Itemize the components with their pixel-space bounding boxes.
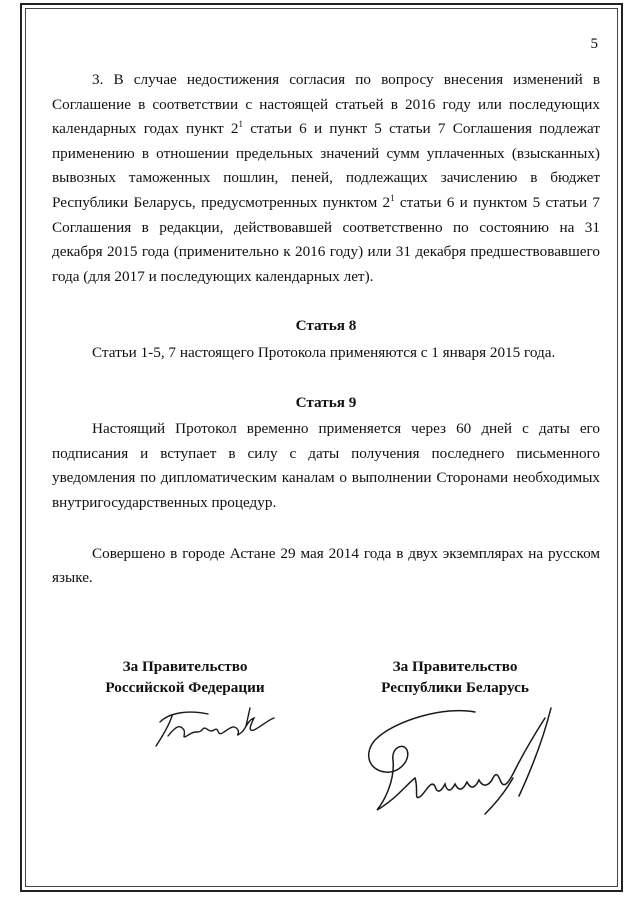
superscript-1: 1 — [238, 119, 244, 130]
signatory-belarus-line1: За Правительство — [392, 658, 518, 675]
signature-russia — [150, 700, 280, 755]
signatory-russia-line2: Российской Федерации — [105, 679, 265, 696]
signature-belarus — [355, 700, 565, 820]
closing-paragraph: Совершено в городе Астане 29 мая 2014 года в двух экземплярах на русском языке. — [52, 544, 600, 587]
article-9-text: Настоящий Протокол временно применяется через 60 дней с даты его подписания и вступает в силу с даты получения последнего письменного уведомления по дипломатическим каналам о выполнении Сторонами необходимых внутригосударственных процедур. — [52, 420, 600, 511]
article-8-title: Статья 8 — [295, 317, 357, 335]
paragraph-3 — [52, 68, 600, 289]
article-9-title: Статья 9 — [295, 393, 357, 411]
paragraph-3-mid: статьи 6 и пункт 5 статьи 7 Соглашения подлежат применению в отношении предельных значений сумм уплаченных (взысканных) вывозных таможенных пошлин, пеней, подлежащих зачислению в бюджет Республики Беларусь, предусмотренных пунктом 2 — [52, 120, 600, 211]
signatory-russia — [90, 656, 280, 698]
paragraph-3-lead: 3. В случае недостижения согласия по вопросу внесения изменений в Соглашение в соответствии с настоящей статьей в 2016 году или последующих календарных годах пункт 2 — [52, 71, 600, 138]
document-body — [52, 68, 600, 591]
article-8-text: Статьи 1-5, 7 настоящего Протокола применяются с 1 января 2015 года. — [92, 343, 556, 361]
paragraph-3-tail: статьи 6 и пунктом 5 статьи 7 Соглашения в редакции, действовавшей соответственно по состоянию на 31 декабря 2015 года (применительно к 2016 году) или 31 декабря предшествовавшего года (для 2017 и последующих календарных лет). — [52, 193, 601, 285]
signatory-russia-line1: За Правительство — [122, 658, 248, 675]
signatory-belarus — [360, 656, 550, 698]
page-number: 5 — [590, 36, 598, 52]
superscript-2: 1 — [390, 192, 395, 203]
signatory-belarus-line2: Республики Беларусь — [381, 679, 529, 696]
